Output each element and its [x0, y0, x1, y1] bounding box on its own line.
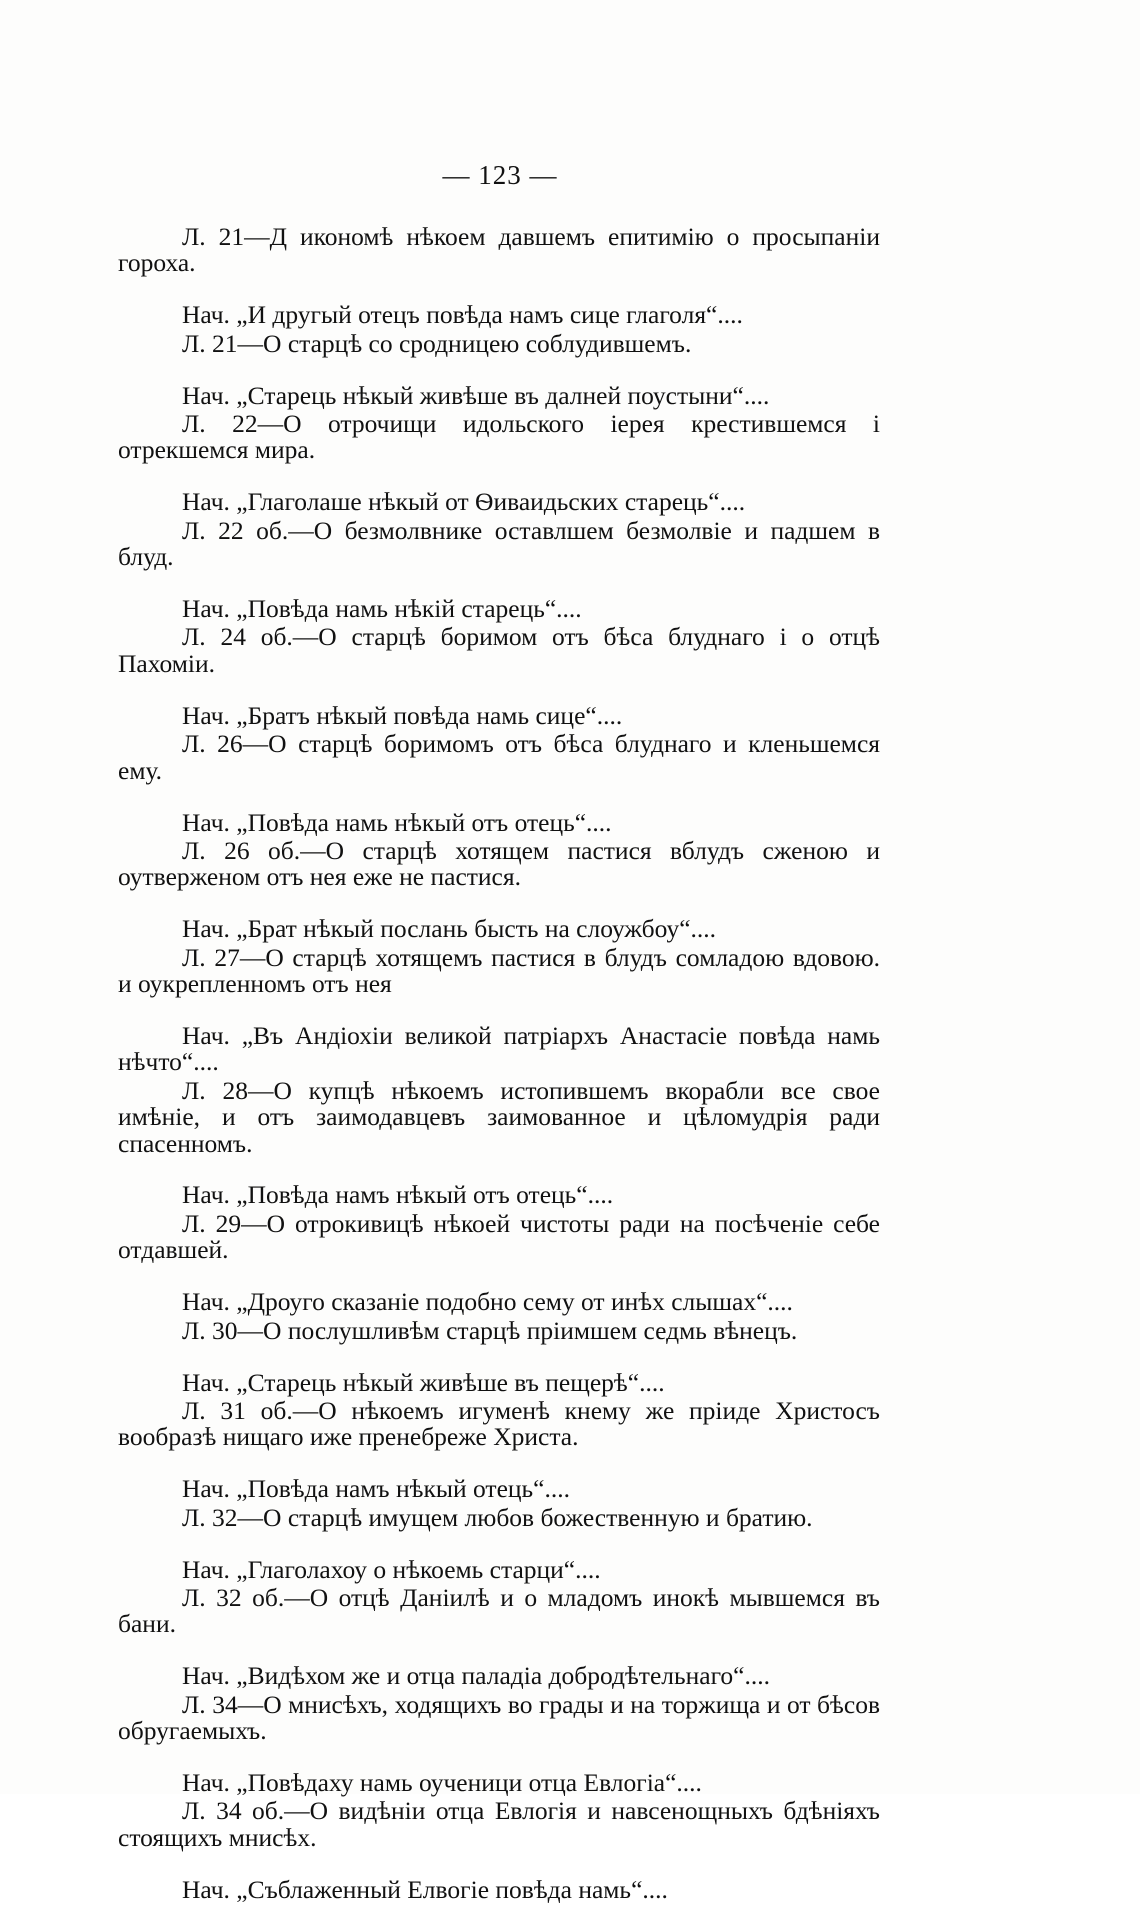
entry-heading: Л. 28—О купцѣ нѣкоемъ истопившемъ вкорабли все свое имѣніе, и отъ заимодавцевъ заимованное и цѣломудрія ради спасенномъ. — [118, 1075, 880, 1158]
entry-incipit: Нач. „Видѣхом же и отца паладіа добродѣтельнаго“.... — [182, 1661, 770, 1691]
catalog-entry — [118, 942, 880, 1077]
entry-incipit: Нач. „Повѣда намь нѣкій старець“.... — [182, 594, 582, 624]
catalog-entry — [118, 328, 880, 410]
entry-incipit: Нач. „Старець нѣкый живѣше въ далней поустыни“.... — [182, 380, 770, 410]
entry-heading: Л. 26 об.—О старцѣ хотящем пастися вблудъ сженою и оутверженом отъ нея еже не пастися. — [118, 835, 880, 892]
entry-heading: Л. 34 об.—О видѣніи отца Евлогія и навсенощныхъ бдѣніяхъ стоящихъ мнисѣх. — [118, 1796, 880, 1852]
entry-incipit: Нач. „Повѣда намь нѣкый отъ отець“.... — [182, 807, 612, 837]
entry-heading: Л. 29—О отрокивицѣ нѣкоей чистоты ради на посѣченіе себе отдавшей. — [118, 1208, 880, 1265]
entry-heading: Л. 21—О старцѣ со сродницею соблудившемъ. — [182, 328, 692, 358]
page-number: — 123 — — [442, 160, 558, 190]
entry-incipit: Нач. „Повѣда намъ нѣкый отець“.... — [182, 1474, 570, 1504]
entry-incipit: Нач. „Повѣдаху намь оученици отца Евлогіа“.... — [182, 1767, 702, 1797]
entry-heading: Л. 27—О старцѣ хотящемъ пастися в блудъ сомладою вдовою. и оукрепленномъ отъ нея — [118, 942, 880, 999]
catalog-entry — [118, 1208, 880, 1317]
entry-heading: Л. 34—О мнисѣхъ, ходящихъ во грады и на торжища и от бѣсов обругаемыхъ. — [118, 1689, 880, 1746]
entry-heading: Л. 26—О старцѣ боримомъ отъ бѣса блуднаго и кленьшемся ему. — [118, 729, 880, 785]
entry-heading: Л. 22 об.—О безмолвнике оставлшем безмолвіе и падшем в блуд. — [118, 515, 880, 572]
entry-incipit: Нач. „Старець нѣкый живѣше въ пещерѣ“.... — [182, 1367, 665, 1397]
entry-incipit: Нач. „Съблаженный Елвогіе повѣда намь“.... — [182, 1874, 668, 1904]
entry-heading: Л. 32 об.—О отцѣ Даніилѣ и о младомъ инокѣ мывшемся въ бани. — [118, 1582, 880, 1639]
entry-incipit: Нач. „Повѣда намъ нѣкый отъ отець“.... — [182, 1180, 614, 1210]
entry-incipit: Нач. „Глаголаше нѣкый от Ѳиваидьских старець“.... — [182, 487, 746, 517]
entry-heading: Л. 32—О старцѣ имущем любов божественную и братию. — [182, 1502, 813, 1532]
entry-heading: Л. 22—О отрочищи идольского іерея крестившемся і отрекшемся мира. — [118, 409, 880, 465]
entry-incipit: Нач. „Братъ нѣкый повѣда намь сице“.... — [182, 700, 623, 730]
catalog-entry — [118, 731, 880, 836]
entry-incipit: Нач. „Въ Андіохіи великой патріархъ Анастасіе повѣда намь нѣчто“.... — [118, 1020, 880, 1077]
catalog-entry — [118, 224, 880, 329]
catalog-entry — [118, 1582, 880, 1691]
entry-incipit: Нач. „Дроуго сказаніе подобно сему от инѣх слышах“.... — [182, 1287, 793, 1317]
catalog-entry — [118, 1315, 880, 1397]
catalog-entry — [118, 835, 880, 944]
entry-heading: Л. 24 об.—О старцѣ боримом отъ бѣса блуднаго і о отцѣ Пахоміи. — [118, 622, 880, 678]
catalog-entry — [118, 515, 880, 624]
catalog-entry — [118, 1689, 880, 1797]
catalog-entry — [118, 1395, 880, 1504]
entry-incipit: Нач. „Глаголахоу о нѣкоемь старци“.... — [182, 1554, 601, 1584]
catalog-entry — [118, 411, 880, 516]
entry-heading: Л. 30—О послушливѣм старцѣ пріимшем седмь вѣнецъ. — [182, 1315, 798, 1345]
entry-incipit: Нач. „И другый отецъ повѣда намъ сице глаголя“.... — [182, 300, 743, 330]
catalog-entry — [118, 624, 880, 729]
catalog-entry — [118, 1798, 880, 1903]
entry-heading: Л. 21—Д икономѣ нѣкоем давшемъ епитимію о просыпаніи гороха. — [118, 222, 880, 278]
manuscript-catalog-text — [118, 222, 880, 1905]
catalog-entry — [118, 1075, 880, 1210]
entry-incipit: Нач. „Брат нѣкый послань бысть на слоужбоу“.... — [182, 914, 717, 944]
catalog-entry — [118, 1502, 880, 1584]
entry-heading: Л. 31 об.—О нѣкоемъ игуменѣ кнему же пріиде Христосъ вообразѣ нищаго иже пренебреже Христа. — [118, 1395, 880, 1452]
